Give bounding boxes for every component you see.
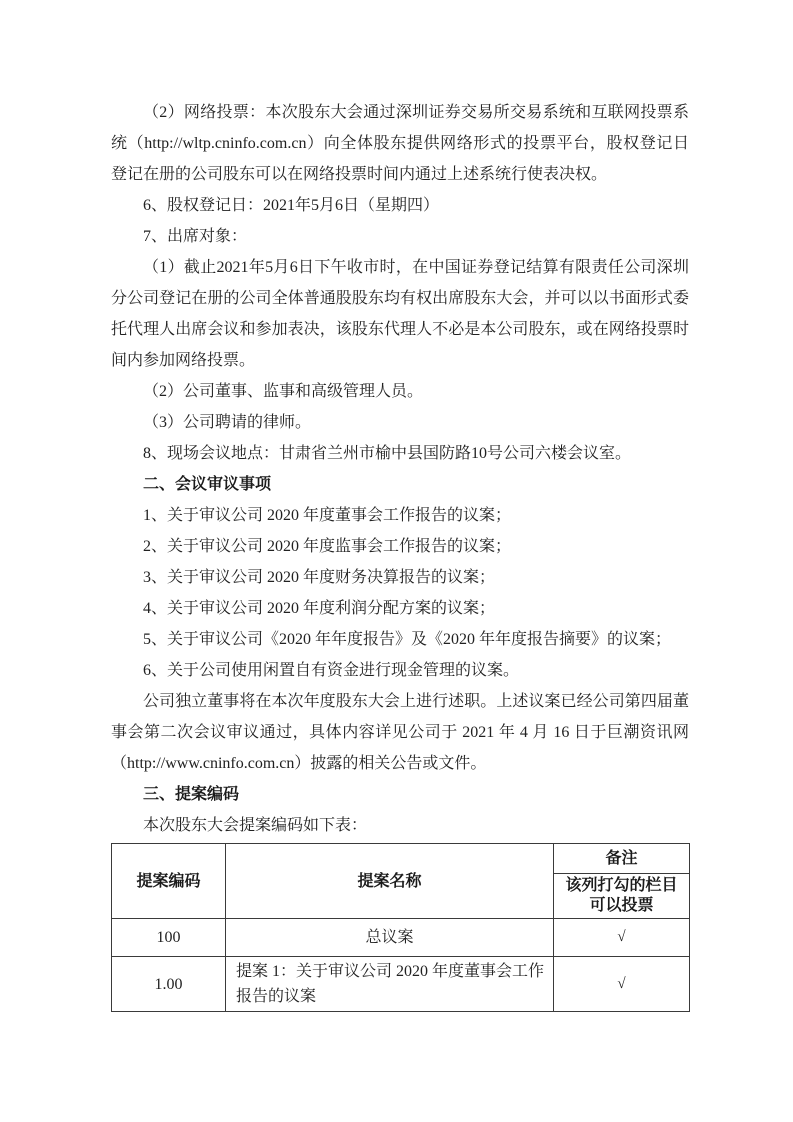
paragraph-item-3: 3、关于审议公司 2020 年度财务决算报告的议案； xyxy=(143,569,496,586)
header-cell-proposal-name: 提案名称 xyxy=(226,844,554,919)
cell-proposal-code: 100 xyxy=(112,919,226,957)
paragraph-item-6: 6、关于公司使用闲置自有资金进行现金管理的议案。 xyxy=(143,662,520,679)
document-body xyxy=(111,97,689,1012)
paragraph-attendees-directors: （2）公司董事、监事和高级管理人员。 xyxy=(143,383,424,400)
header-cell-remark-note: 该列打勾的栏目可以投票 xyxy=(554,874,690,919)
paragraph-item-2: 2、关于审议公司 2020 年度监事会工作报告的议案； xyxy=(143,538,512,555)
table-row xyxy=(112,957,690,1012)
paragraph-attendees-lawyers: （3）公司聘请的律师。 xyxy=(143,414,312,431)
cell-proposal-name: 提案 1：关于审议公司 2020 年度董事会工作报告的议案 xyxy=(226,957,554,1012)
paragraph-record-date: 6、股权登记日：2021年5月6日（星期四） xyxy=(143,197,440,214)
paragraph-network-voting: （2）网络投票：本次股东大会通过深圳证券交易所交易系统和互联网投票系统（http://wltp.cninfo.com.cn）向全体股东提供网络形式的投票平台，股权登记日登记在册的公司股东可以在网络投票时间内通过上述系统行使表决权。 xyxy=(111,104,689,183)
section-heading-proposal-code: 三、提案编码 xyxy=(143,786,240,803)
cell-vote-checkmark: √ xyxy=(554,919,690,957)
paragraph-table-intro: 本次股东大会提案编码如下表： xyxy=(143,817,368,834)
cell-proposal-name: 总议案 xyxy=(226,919,554,957)
proposal-code-table xyxy=(111,843,690,1012)
paragraph-item-4: 4、关于审议公司 2020 年度利润分配方案的议案； xyxy=(143,600,496,617)
paragraph-attendees-shareholders: （1）截止2021年5月6日下午收市时，在中国证券登记结算有限责任公司深圳分公司登记在册的公司全体普通股股东均有权出席股东大会，并可以以书面形式委托代理人出席会议和参加表决，该股东代理人不必是本公司股东，或在网络投票时间内参加网络投票。 xyxy=(111,259,689,369)
paragraph-item-5: 5、关于审议公司《2020 年年度报告》及《2020 年年度报告摘要》的议案； xyxy=(143,631,672,648)
section-heading-deliberation-items: 二、会议审议事项 xyxy=(143,476,272,493)
paragraph-item-1: 1、关于审议公司 2020 年度董事会工作报告的议案； xyxy=(143,507,512,524)
cell-vote-checkmark: √ xyxy=(554,957,690,1012)
table-header-row xyxy=(112,844,690,874)
table-row xyxy=(112,919,690,957)
cell-proposal-code: 1.00 xyxy=(112,957,226,1012)
header-cell-remark: 备注 xyxy=(554,844,690,874)
paragraph-meeting-location: 8、现场会议地点：甘肃省兰州市榆中县国防路10号公司六楼会议室。 xyxy=(143,445,632,462)
paragraph-independent-directors: 公司独立董事将在本次年度股东大会上进行述职。上述议案已经公司第四届董事会第二次会议审议通过，具体内容详见公司于 2021 年 4 月 16 日于巨潮资讯网（http://www.cninfo.com.cn）披露的相关公告或文件。 xyxy=(111,693,689,772)
paragraph-attendees-title: 7、出席对象： xyxy=(143,228,248,245)
header-cell-proposal-code: 提案编码 xyxy=(112,844,226,919)
